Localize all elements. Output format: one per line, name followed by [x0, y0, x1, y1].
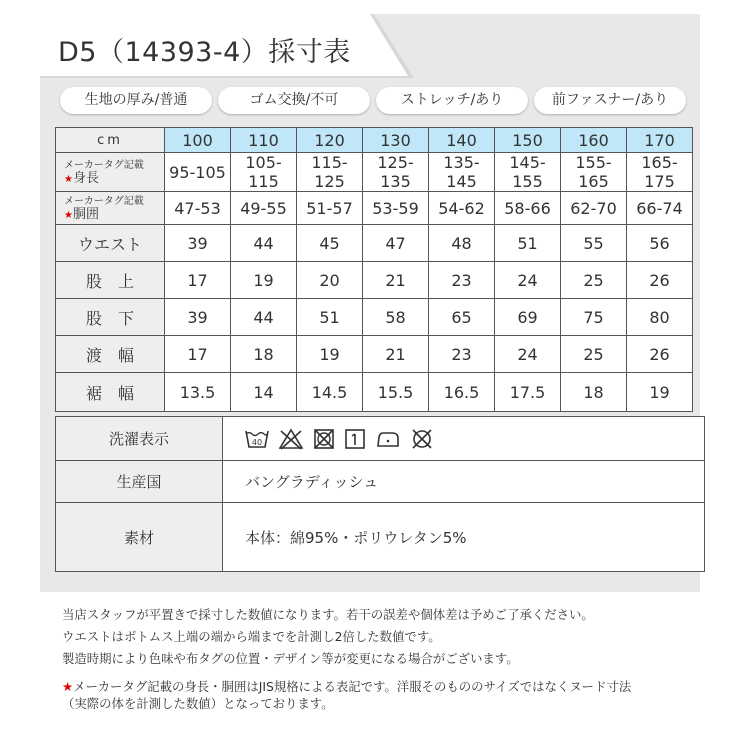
notes [62, 604, 631, 712]
value-cell: 16.5 [429, 373, 495, 412]
table-row [56, 336, 693, 373]
value-cell: 55 [561, 225, 627, 262]
value-cell: 48 [429, 225, 495, 262]
value-cell: 17.5 [495, 373, 561, 412]
note-line: 製造時期により色味や布タグの位置・デザイン等が変更になる場合がございます。 [62, 651, 519, 666]
size-header: 150 [495, 128, 561, 153]
table-row [56, 153, 693, 192]
size-header: 100 [165, 128, 231, 153]
value-cell: 56 [627, 225, 693, 262]
row-label-rise: 股 上 [56, 262, 165, 299]
material-row [56, 503, 705, 572]
size-header: 160 [561, 128, 627, 153]
star-mark: ★ [64, 173, 73, 185]
row-label-text: 身長 [72, 170, 99, 186]
value-cell: 18 [231, 336, 297, 373]
wash-40-icon [245, 428, 269, 450]
value-cell: 51-57 [297, 192, 363, 225]
row-label-waist: ウエスト [56, 225, 165, 262]
value-cell: 62-70 [561, 192, 627, 225]
no-bleach-icon [278, 428, 304, 450]
value-cell: 45 [297, 225, 363, 262]
value-cell: 125-135 [363, 153, 429, 192]
value-cell: 15.5 [363, 373, 429, 412]
value-cell: 13.5 [165, 373, 231, 412]
value-cell: 21 [363, 262, 429, 299]
product-info-table [55, 416, 705, 572]
size-header: 120 [297, 128, 363, 153]
row-label-inseam: 股 下 [56, 299, 165, 336]
value-cell: 49-55 [231, 192, 297, 225]
value-cell: 19 [231, 262, 297, 299]
size-header: 140 [429, 128, 495, 153]
value-cell: 39 [165, 299, 231, 336]
value-cell: 69 [495, 299, 561, 336]
note-line: 当店スタッフが平置きで採寸した数値になります。若干の誤差や個体差は予めご了承ください。 [62, 607, 594, 622]
feature-stretch: ストレッチ/あり [376, 87, 528, 114]
no-tumble-dry-icon [313, 428, 335, 450]
value-cell: 75 [561, 299, 627, 336]
value-cell: 25 [561, 336, 627, 373]
star-mark: ★ [64, 209, 73, 221]
size-header: 130 [363, 128, 429, 153]
size-table [55, 127, 693, 412]
value-cell: 155-165 [561, 153, 627, 192]
material-value: 本体：綿95%・ポリウレタン5% [223, 503, 705, 572]
value-cell: 26 [627, 262, 693, 299]
value-cell: 39 [165, 225, 231, 262]
value-cell: 115-125 [297, 153, 363, 192]
table-row [56, 373, 693, 412]
row-label-height [56, 153, 165, 192]
row-label-thigh: 渡 幅 [56, 336, 165, 373]
value-cell: 135-145 [429, 153, 495, 192]
value-cell: 17 [165, 262, 231, 299]
star-mark: ★ [62, 679, 74, 694]
value-cell: 65 [429, 299, 495, 336]
value-cell: 44 [231, 225, 297, 262]
value-cell: 19 [297, 336, 363, 373]
value-cell: 21 [363, 336, 429, 373]
unit-cell: cm [56, 128, 165, 153]
note-line: （実際の体を計測した数値）となっております。 [62, 696, 334, 711]
page-title: D5（14393-4）採寸表 [58, 37, 351, 68]
value-cell: 58 [363, 299, 429, 336]
value-cell: 14 [231, 373, 297, 412]
value-cell: 25 [561, 262, 627, 299]
note-line: ウエストはボトムス上端の端から端までを計測し2倍した数値です。 [62, 629, 441, 644]
value-cell: 23 [429, 336, 495, 373]
wash-temp-text: 40 [251, 437, 263, 447]
drip-dry-icon [344, 428, 366, 450]
value-cell: 145-155 [495, 153, 561, 192]
value-cell: 44 [231, 299, 297, 336]
value-cell: 54-62 [429, 192, 495, 225]
table-row [56, 225, 693, 262]
care-label: 洗濯表示 [56, 417, 223, 461]
value-cell: 51 [297, 299, 363, 336]
feature-fabric-thickness: 生地の厚み/普通 [60, 87, 212, 114]
value-cell: 95-105 [165, 153, 231, 192]
value-cell: 47-53 [165, 192, 231, 225]
no-dry-clean-icon [410, 428, 434, 450]
origin-value: バングラディッシュ [223, 461, 705, 503]
value-cell: 24 [495, 262, 561, 299]
value-cell: 53-59 [363, 192, 429, 225]
value-cell: 20 [297, 262, 363, 299]
care-row [56, 417, 705, 461]
origin-label: 生産国 [56, 461, 223, 503]
value-cell: 24 [495, 336, 561, 373]
table-row [56, 299, 693, 336]
value-cell: 80 [627, 299, 693, 336]
care-icons [223, 417, 705, 461]
iron-low-icon [375, 428, 401, 450]
value-cell: 18 [561, 373, 627, 412]
value-cell: 105-115 [231, 153, 297, 192]
maker-tag-note: メーカータグ記載 [64, 195, 144, 207]
note-text: メーカータグ記載の身長・胴囲はJIS規格による表記です。洋服そのもののサイズではなくヌード寸法 [73, 679, 632, 694]
value-cell: 26 [627, 336, 693, 373]
table-row [56, 262, 693, 299]
maker-tag-note: メーカータグ記載 [64, 159, 144, 171]
value-cell: 47 [363, 225, 429, 262]
value-cell: 19 [627, 373, 693, 412]
material-label: 素材 [56, 503, 223, 572]
value-cell: 17 [165, 336, 231, 373]
value-cell: 14.5 [297, 373, 363, 412]
note-line-jis [62, 678, 631, 695]
row-label-hem: 裾 幅 [56, 373, 165, 412]
value-cell: 66-74 [627, 192, 693, 225]
origin-row [56, 461, 705, 503]
value-cell: 23 [429, 262, 495, 299]
value-cell: 58-66 [495, 192, 561, 225]
row-label-text: 胴囲 [72, 206, 99, 222]
size-header-row [56, 128, 693, 153]
feature-front-zipper: 前ファスナー/あり [534, 87, 686, 114]
feature-elastic-replace: ゴム交換/不可 [218, 87, 370, 114]
size-header: 170 [627, 128, 693, 153]
value-cell: 51 [495, 225, 561, 262]
value-cell: 165-175 [627, 153, 693, 192]
table-row [56, 192, 693, 225]
size-header: 110 [231, 128, 297, 153]
row-label-girth [56, 192, 165, 225]
